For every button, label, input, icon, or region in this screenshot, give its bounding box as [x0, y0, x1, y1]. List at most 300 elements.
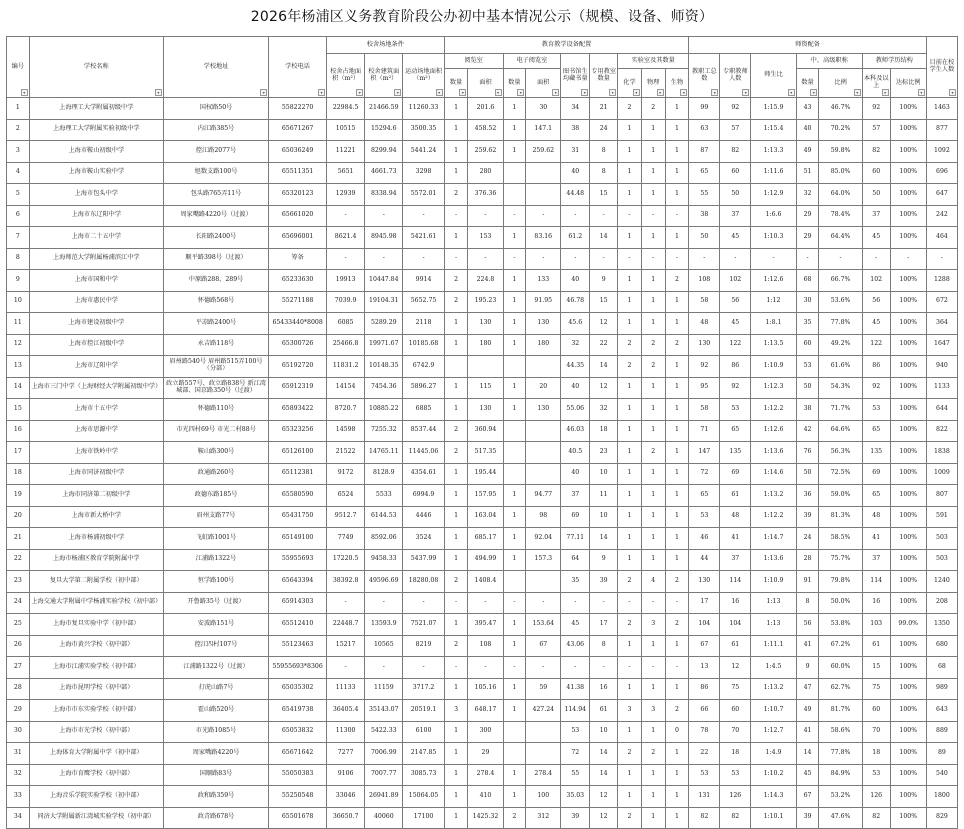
table-cell: 60 [796, 334, 819, 356]
table-cell: 259.62 [526, 141, 561, 163]
table-cell: 37 [561, 485, 590, 507]
filter-dropdown-icon[interactable]: ▾ [318, 89, 325, 96]
table-cell: 59.8% [819, 141, 862, 163]
table-cell: 131 [689, 786, 720, 808]
table-cell: 1 [503, 485, 526, 507]
table-row [7, 592, 958, 614]
header-staff-total[interactable]: 教职工总数 ▾ [689, 54, 720, 98]
table-cell: 87 [689, 141, 720, 163]
filter-dropdown-icon[interactable]: ▾ [21, 89, 28, 96]
table-cell: - [444, 205, 468, 227]
table-cell: 100% [890, 356, 926, 378]
filter-dropdown-icon[interactable]: ▾ [949, 89, 956, 96]
table-cell: 75.7% [819, 549, 862, 571]
table-cell: 2 [641, 743, 665, 765]
table-cell: 1 [641, 764, 665, 786]
table-cell: 163.04 [468, 506, 503, 528]
table-cell: 上海市市光学校（初中部） [29, 721, 163, 743]
table-cell: 2 [641, 442, 665, 464]
table-cell: 1 [641, 377, 665, 399]
filter-dropdown-icon[interactable]: ▾ [810, 89, 817, 96]
table-cell: 39 [561, 807, 590, 829]
table-cell: - [468, 657, 503, 679]
table-cell: 44.35 [561, 356, 590, 378]
table-cell: 上海市十五中学 [29, 399, 163, 421]
table-cell: 7039.9 [327, 291, 365, 313]
table-cell: 1 [503, 399, 526, 421]
table-cell: 312 [526, 807, 561, 829]
table-row [7, 506, 958, 528]
table-cell: 11260.33 [403, 98, 444, 120]
table-cell: 70 [862, 721, 890, 743]
header-fulltime-teachers[interactable]: 专职教师人数 ▾ [720, 54, 751, 98]
filter-dropdown-icon[interactable]: ▾ [657, 89, 664, 96]
table-cell: 11133 [327, 678, 365, 700]
table-cell: 15064.05 [403, 786, 444, 808]
table-cell: 126 [862, 786, 890, 808]
filter-dropdown-icon[interactable]: ▾ [581, 89, 588, 96]
table-cell: 37 [720, 205, 751, 227]
table-cell: 上海市铁岭中学 [29, 442, 163, 464]
table-cell: - [526, 248, 561, 270]
table-cell: 1 [618, 528, 642, 550]
header-books-per-student[interactable]: 图书馆生均藏书量 ▾ [561, 54, 590, 98]
table-cell: 100% [890, 635, 926, 657]
filter-dropdown-icon[interactable]: ▾ [459, 89, 466, 96]
table-cell [526, 571, 561, 593]
table-cell: 35 [561, 571, 590, 593]
table-cell: 36 [796, 485, 819, 507]
table-cell [503, 420, 526, 442]
table-cell: 65 [720, 420, 751, 442]
table-cell: 61.2 [561, 227, 590, 249]
filter-dropdown-icon[interactable]: ▾ [742, 89, 749, 96]
table-cell: 53 [561, 721, 590, 743]
table-cell: 29 [796, 205, 819, 227]
table-cell: 53.6% [819, 291, 862, 313]
header-rr-area[interactable]: 面积 ▾ [468, 69, 503, 98]
table-cell: 201.6 [468, 98, 503, 120]
table-cell: 1:13.3 [751, 141, 796, 163]
table-cell: 1:6.6 [751, 205, 796, 227]
table-cell: 8219 [403, 635, 444, 657]
table-cell: 16 [862, 592, 890, 614]
table-cell [503, 571, 526, 593]
header-sports-area[interactable]: 运动场地面积（m²） ▾ [403, 54, 444, 98]
table-cell: 6085 [327, 313, 365, 335]
header-rr-count[interactable]: 数量 ▾ [444, 69, 468, 98]
table-cell: 17220.5 [327, 549, 365, 571]
table-cell: 旭数支路100号 [163, 162, 268, 184]
table-cell: 1 [503, 700, 526, 722]
table-cell: 6 [7, 205, 30, 227]
header-no[interactable]: 编号 ▾ [7, 37, 30, 98]
table-cell: 68 [926, 657, 957, 679]
table-cell: 100% [890, 205, 926, 227]
table-cell: 45 [561, 614, 590, 636]
filter-dropdown-icon[interactable]: ▾ [882, 89, 889, 96]
table-cell: 30 [796, 291, 819, 313]
table-cell: 648.17 [468, 700, 503, 722]
table-cell: 108 [689, 270, 720, 292]
table-cell: 822 [926, 420, 957, 442]
table-cell: 上海师范大学附属杨浦滨江中学 [29, 248, 163, 270]
table-cell: 20 [7, 506, 30, 528]
table-cell: - [618, 248, 642, 270]
table-cell: 65661020 [269, 205, 327, 227]
filter-dropdown-icon[interactable]: ▾ [356, 89, 363, 96]
header-bachelor-plus[interactable]: 本科及以上 ▾ [862, 69, 890, 98]
table-cell: 1 [641, 807, 665, 829]
table-cell: 51 [796, 162, 819, 184]
table-cell: 24 [590, 119, 618, 141]
table-cell: 1:14.3 [751, 786, 796, 808]
table-cell: 周家嘴路4220号 [163, 743, 268, 765]
table-cell: 1240 [926, 571, 957, 593]
table-cell: 100% [890, 485, 926, 507]
table-cell: 37 [862, 205, 890, 227]
table-cell: 122 [862, 334, 890, 356]
table-cell: 77.8% [819, 313, 862, 335]
table-cell: 32 [590, 399, 618, 421]
table-cell: 135 [862, 442, 890, 464]
table-cell: 1 [618, 270, 642, 292]
filter-dropdown-icon[interactable]: ▾ [155, 89, 162, 96]
table-cell: - [819, 248, 862, 270]
table-cell: 38 [689, 205, 720, 227]
table-cell: 14 [590, 356, 618, 378]
table-cell: 3 [444, 700, 468, 722]
table-cell: 上海市国和中学 [29, 270, 163, 292]
table-cell: 45 [720, 313, 751, 335]
table-cell: 上海市同济初级中学 [29, 463, 163, 485]
table-cell: 49.2% [819, 334, 862, 356]
table-cell: 56 [720, 291, 751, 313]
table-cell: 1 [444, 98, 468, 120]
table-cell: 2 [665, 270, 689, 292]
table-cell: 55123463 [269, 635, 327, 657]
header-edu-ratio[interactable]: 达标比例 ▾ [890, 69, 926, 98]
table-cell: 21466.59 [365, 98, 403, 120]
table-cell: 69 [720, 463, 751, 485]
table-cell: 22 [7, 549, 30, 571]
header-address[interactable]: 学校地址 ▾ [163, 37, 268, 98]
table-cell: 7255.32 [365, 420, 403, 442]
table-cell: 恒学路100号 [163, 571, 268, 593]
header-phone[interactable]: 学校电话 ▾ [269, 37, 327, 98]
table-cell: 102 [720, 270, 751, 292]
table-cell: 上海市新大桥中学 [29, 506, 163, 528]
table-cell: 1 [503, 635, 526, 657]
table-cell: 2 [665, 334, 689, 356]
table-cell: 1 [641, 786, 665, 808]
filter-dropdown-icon[interactable]: ▾ [495, 89, 502, 96]
header-name[interactable]: 学校名称 ▾ [29, 37, 163, 98]
table-cell: 56 [796, 614, 819, 636]
table-cell: 70 [720, 721, 751, 743]
header-students[interactable]: 目前在校学生人数 ▾ [926, 37, 957, 98]
table-cell: 8 [590, 141, 618, 163]
table-cell: 37 [862, 549, 890, 571]
table-cell: 7521.07 [403, 614, 444, 636]
table-cell: 72.5% [819, 463, 862, 485]
table-cell: 50 [720, 184, 751, 206]
table-cell: 100% [890, 463, 926, 485]
header-senior-count[interactable]: 数量 ▾ [796, 69, 819, 98]
table-cell: 195.23 [468, 291, 503, 313]
table-cell: 1 [665, 506, 689, 528]
table-cell: 上海市思源中学 [29, 420, 163, 442]
subgroup-e-reading-room: 电子阅览室 [503, 54, 561, 69]
filter-dropdown-icon[interactable]: ▾ [918, 89, 925, 96]
table-cell: 28 [7, 678, 30, 700]
table-row [7, 721, 958, 743]
table-cell: 38 [796, 399, 819, 421]
table-cell: 1 [444, 678, 468, 700]
table-cell: 1 [503, 549, 526, 571]
table-cell: 1:13.5 [751, 334, 796, 356]
table-cell: 45 [796, 764, 819, 786]
table-cell: 1 [618, 420, 642, 442]
table-cell [503, 162, 526, 184]
header-err-area[interactable]: 面积 ▾ [526, 69, 561, 98]
table-cell: 503 [926, 528, 957, 550]
filter-dropdown-icon[interactable]: ▾ [394, 89, 401, 96]
table-cell [503, 743, 526, 765]
table-row [7, 743, 958, 765]
table-cell: 1:12.7 [751, 721, 796, 743]
table-cell: 1 [503, 141, 526, 163]
table-cell: 1 [444, 743, 468, 765]
table-cell: 1 [444, 485, 468, 507]
table-row [7, 399, 958, 421]
table-cell: 1 [618, 764, 642, 786]
header-phys[interactable]: 物理 ▾ [641, 69, 665, 98]
filter-dropdown-icon[interactable]: ▾ [436, 89, 443, 96]
table-cell: 38 [561, 119, 590, 141]
table-cell: 上海市二十五中学 [29, 227, 163, 249]
table-cell: 92 [720, 377, 751, 399]
table-cell: 11300 [327, 721, 365, 743]
table-cell: 82 [862, 141, 890, 163]
table-cell: 889 [926, 721, 957, 743]
table-cell: 35.03 [561, 786, 590, 808]
table-cell: 上海交通大学附属中学杨浦实验学校（初中部） [29, 592, 163, 614]
filter-dropdown-icon[interactable]: ▾ [788, 89, 795, 96]
header-ratio[interactable]: 师生比 ▾ [751, 54, 796, 98]
table-cell: 100% [890, 528, 926, 550]
table-cell: 1 [641, 291, 665, 313]
table-cell: 18 [7, 463, 30, 485]
table-cell: 58.5% [819, 528, 862, 550]
table-cell: 65511351 [269, 162, 327, 184]
table-cell: 11159 [365, 678, 403, 700]
table-cell: 60 [720, 700, 751, 722]
table-cell: - [641, 205, 665, 227]
table-cell: 40 [796, 119, 819, 141]
table-cell: 40.5 [561, 442, 590, 464]
table-cell: 1:10.7 [751, 700, 796, 722]
table-cell: 8720.7 [327, 399, 365, 421]
table-cell: 47.6% [819, 807, 862, 829]
table-cell: 市光四村69号 市光二村88号 [163, 420, 268, 442]
table-cell: 40 [561, 463, 590, 485]
table-cell: 77.8% [819, 743, 862, 765]
filter-dropdown-icon[interactable]: ▾ [854, 89, 861, 96]
table-cell: 39 [590, 571, 618, 593]
table-cell: 1:8.1 [751, 313, 796, 335]
filter-dropdown-icon[interactable]: ▾ [552, 89, 559, 96]
table-cell: 65671642 [269, 743, 327, 765]
table-cell: - [689, 248, 720, 270]
table-cell: 280 [468, 162, 503, 184]
table-cell: 65112381 [269, 463, 327, 485]
table-cell: 7006.99 [365, 743, 403, 765]
table-cell: 17 [590, 614, 618, 636]
table-cell: 5422.33 [365, 721, 403, 743]
filter-dropdown-icon[interactable]: ▾ [633, 89, 640, 96]
table-cell: 100% [890, 98, 926, 120]
table-cell: 50 [689, 227, 720, 249]
table-cell: 40 [561, 162, 590, 184]
table-cell: 100% [890, 334, 926, 356]
header-chem[interactable]: 化学 ▾ [618, 69, 642, 98]
filter-dropdown-icon[interactable]: ▾ [609, 89, 616, 96]
table-cell: 1 [618, 184, 642, 206]
table-cell: 55 [561, 764, 590, 786]
table-cell: 41 [796, 721, 819, 743]
table-cell: 1408.4 [468, 571, 503, 593]
table-cell: 47 [796, 678, 819, 700]
filter-dropdown-icon[interactable]: ▾ [711, 89, 718, 96]
group-equipment: 教育教学设备配置 [444, 37, 689, 54]
header-special-rooms[interactable]: 专用教室数量 ▾ [590, 54, 618, 98]
table-cell: 208 [926, 592, 957, 614]
table-cell: 上海市育鹰学校（初中部） [29, 764, 163, 786]
header-building-area[interactable]: 校舍建筑面积（m²） ▾ [365, 54, 403, 98]
table-cell: 24 [796, 528, 819, 550]
filter-dropdown-icon[interactable]: ▾ [260, 89, 267, 96]
table-cell: 55.06 [561, 399, 590, 421]
table-row [7, 313, 958, 335]
table-cell: 61.6% [819, 356, 862, 378]
table-cell: 75 [862, 678, 890, 700]
table-cell: 1425.32 [468, 807, 503, 829]
group-facilities: 校舍场地条件 [327, 37, 445, 54]
table-cell: 1 [665, 291, 689, 313]
table-cell: 10 [590, 721, 618, 743]
table-cell: - [665, 657, 689, 679]
table-cell: 1 [503, 119, 526, 141]
table-cell: 政青路678号 [163, 807, 268, 829]
table-cell: 65036249 [269, 141, 327, 163]
table-cell: 1 [641, 184, 665, 206]
table-cell: 92 [720, 98, 751, 120]
table-cell: 29 [796, 227, 819, 249]
table-cell: 55271188 [269, 291, 327, 313]
table-cell: 9 [590, 270, 618, 292]
table-cell: 50.0% [819, 592, 862, 614]
table-cell: 1 [641, 678, 665, 700]
table-cell: 6524 [327, 485, 365, 507]
table-cell: 100% [890, 270, 926, 292]
table-cell: 82 [862, 807, 890, 829]
header-err-count[interactable]: 数量 ▾ [503, 69, 526, 98]
table-cell: 53 [862, 399, 890, 421]
table-cell: 1 [665, 377, 689, 399]
table-cell: 91 [796, 571, 819, 593]
filter-dropdown-icon[interactable]: ▾ [680, 89, 687, 96]
table-cell: 44 [689, 549, 720, 571]
header-senior-ratio[interactable]: 比例 ▾ [819, 69, 862, 98]
header-land-area[interactable]: 校舍占地面积（m²） ▾ [327, 54, 365, 98]
table-cell: 1 [618, 678, 642, 700]
table-cell: 8 [796, 592, 819, 614]
table-cell: 122 [720, 334, 751, 356]
table-cell: 1 [641, 399, 665, 421]
table-cell: 1 [503, 98, 526, 120]
table-row [7, 184, 958, 206]
table-cell: 10185.68 [403, 334, 444, 356]
table-cell: 上海理工大学附属初级中学 [29, 98, 163, 120]
table-cell: 46.78 [561, 291, 590, 313]
subgroup-education-structure: 教师学历结构 [862, 54, 926, 69]
table-cell: - [365, 657, 403, 679]
table-cell: 1 [641, 141, 665, 163]
table-cell: 9458.33 [365, 549, 403, 571]
table-cell: 1:10.9 [751, 356, 796, 378]
table-cell: 上海市黄兴学校（初中部） [29, 635, 163, 657]
table-cell: 104 [720, 614, 751, 636]
table-cell [526, 420, 561, 442]
table-cell: 65580590 [269, 485, 327, 507]
table-cell: 14 [590, 528, 618, 550]
table-cell: 364 [926, 313, 957, 335]
table-cell: 政和路359号 [163, 786, 268, 808]
table-cell: 48 [689, 313, 720, 335]
table-cell: 39 [796, 506, 819, 528]
table-cell: 11445.06 [403, 442, 444, 464]
table-cell: 21 [590, 98, 618, 120]
table-cell: 12 [590, 377, 618, 399]
table-cell: 1 [618, 119, 642, 141]
table-row [7, 657, 958, 679]
table-cell: 5533 [365, 485, 403, 507]
table-cell: 66 [689, 700, 720, 722]
table-cell: 14 [590, 743, 618, 765]
table-cell: - [561, 248, 590, 270]
table-cell: 644 [926, 399, 957, 421]
table-cell [526, 743, 561, 765]
table-cell: 8338.94 [365, 184, 403, 206]
table-cell: 1 [503, 227, 526, 249]
table-cell: 57 [720, 119, 751, 141]
table-cell: 10 [590, 506, 618, 528]
table-cell: 1:10.1 [751, 807, 796, 829]
table-cell: 53 [796, 356, 819, 378]
table-row [7, 463, 958, 485]
filter-dropdown-icon[interactable]: ▾ [517, 89, 524, 96]
table-cell: 1:10.9 [751, 571, 796, 593]
table-cell: 35143.07 [365, 700, 403, 722]
table-cell: 26941.89 [365, 786, 403, 808]
table-cell: 42 [796, 420, 819, 442]
table-cell: 1:14.6 [751, 463, 796, 485]
table-cell: 12 [590, 313, 618, 335]
header-bio[interactable]: 生物 ▾ [665, 69, 689, 98]
table-cell: - [503, 657, 526, 679]
subgroup-labs: 实验室及其数量 [618, 54, 689, 69]
